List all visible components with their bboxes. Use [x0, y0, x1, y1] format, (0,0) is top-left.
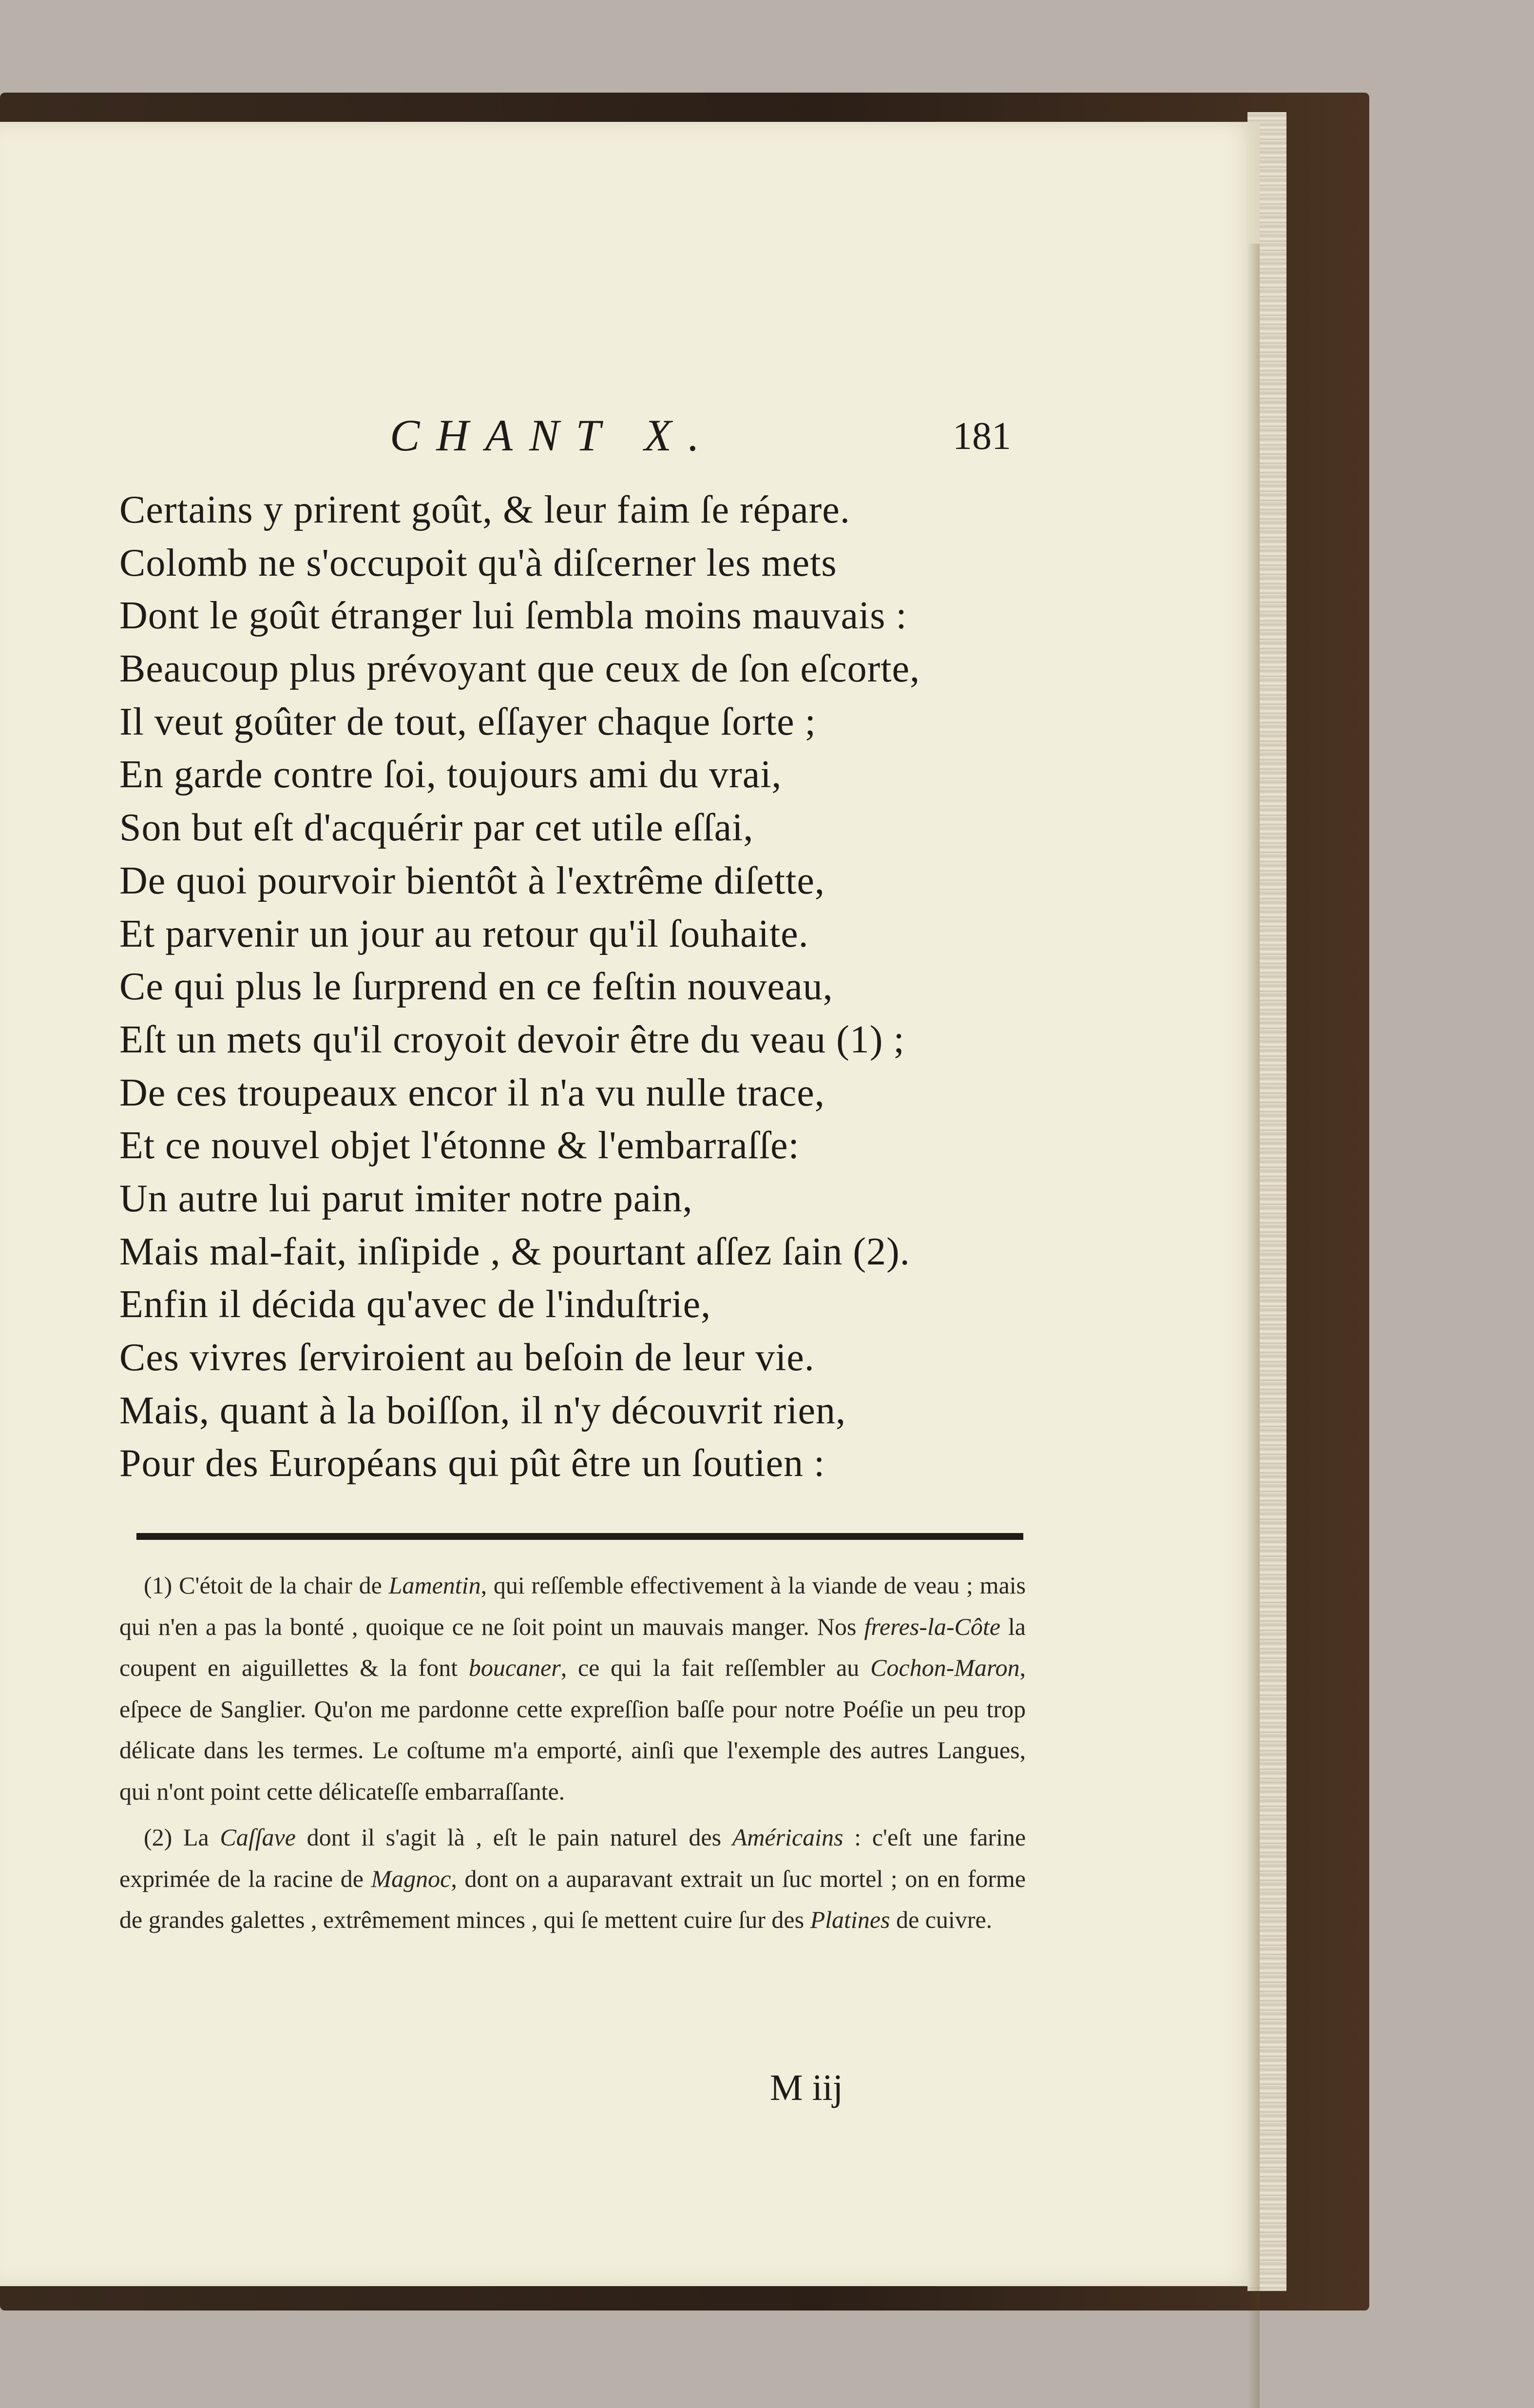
verse-line: Certains y prirent goût, & leur faim ſe répare. — [119, 488, 850, 531]
verse-line: De quoi pourvoir bientôt à l'extrême diſette, — [119, 859, 825, 902]
verse-line: Dont le goût étranger lui ſembla moins mauvais : — [119, 594, 907, 638]
footnote-italic: freres-la-Côte — [864, 1612, 1000, 1640]
page-number: 181 — [953, 415, 1011, 458]
verse-line: Et parvenir un jour au retour qu'il ſouhaite. — [119, 912, 809, 955]
footnote-text: , eſpece de Sanglier. Qu'on me pardonne cette expreſſion baſſe pour notre Poéſie un peu trop délicate dans les termes. Le coſtume m'a emporté, ainſi que l'exemple des autres Langues, qui n'ont point cette délicateſſe embarraſſante. — [119, 1654, 1026, 1805]
footnotes — [119, 1565, 1026, 1941]
verse-line: De ces troupeaux encor il n'a vu nulle trace, — [119, 1071, 825, 1114]
footnote-italic: Américains — [732, 1824, 844, 1851]
footnote-text: C'étoit de la chair de — [179, 1572, 382, 1599]
footnote-text: , dont on a auparavant extrait un ſuc mortel ; on en forme de grandes galettes , extrêmement minces , qui ſe mettent cuire ſur des — [119, 1864, 1026, 1933]
verse-line: Colomb ne s'occupoit qu'à diſcerner les mets — [119, 541, 837, 584]
footnote-text: , qui reſſemble effectivement à la viande de veau ; mais qui n'en a pas la bonté , quoique ce ne ſoit point un mauvais manger. Nos — [119, 1572, 1026, 1640]
signature-mark: M iij — [770, 2067, 843, 2108]
verse-line: En garde contre ſoi, toujours ami du vrai, — [119, 753, 782, 796]
verse-line: Il veut goûter de tout, eſſayer chaque ſorte ; — [119, 700, 816, 743]
verse-block — [119, 484, 1035, 1490]
verse-line: Mais, quant à la boiſſon, il n'y découvrit rien, — [119, 1389, 846, 1432]
footnote-italic: Magnoc — [371, 1864, 451, 1892]
footnote-italic: Cochon-Maron — [870, 1654, 1020, 1681]
verse-line: Mais mal-fait, inſipide , & pourtant aſſez ſain (2). — [119, 1230, 910, 1273]
verse-line: Pour des Européans qui pût être un ſoutien : — [119, 1442, 825, 1485]
verse-line: Enfin il décida qu'avec de l'induſtrie, — [119, 1283, 711, 1326]
verse-line: Et ce nouvel objet l'étonne & l'embarraſſe: — [119, 1124, 800, 1167]
footnote-italic: boucaner — [468, 1654, 561, 1681]
verse-line: Beaucoup plus prévoyant que ceux de ſon eſcorte, — [119, 647, 920, 691]
book-page — [0, 122, 1260, 2286]
footnote-italic: Platines — [810, 1906, 890, 1933]
verse-line: Eſt un mets qu'il croyoit devoir être du veau (1) ; — [119, 1018, 905, 1061]
chapter-title: CHANT X. — [390, 410, 716, 460]
running-head — [0, 409, 1260, 468]
footnote-italic: Caſſave — [220, 1824, 296, 1851]
verse-line: Ce qui plus le ſurprend en ce feſtin nouveau, — [119, 965, 833, 1009]
footnote-text: de cuivre. — [896, 1906, 993, 1933]
footnote-text: : c'eſt une farine exprimée de la racine de — [119, 1824, 1026, 1892]
verse-line: Un autre lui parut imiter notre pain, — [119, 1177, 693, 1220]
footnote-2 — [119, 1817, 1026, 1941]
page-edge-shadow — [1247, 244, 1260, 2408]
footnote-text: , ce qui la fait reſſembler au — [560, 1654, 860, 1681]
footnote-text: La — [183, 1824, 209, 1851]
footnote-marker: (2) — [144, 1824, 173, 1851]
footnote-italic: Lamentin — [388, 1572, 481, 1599]
footnote-text: dont il s'agit là , eſt le pain naturel des — [307, 1824, 722, 1851]
footnote-text: la coupent en aiguillettes & la font — [119, 1612, 1026, 1681]
footnote-1 — [119, 1565, 1026, 1812]
verse-line: Son but eſt d'acquérir par cet utile eſſai, — [119, 806, 754, 850]
footnote-marker: (1) — [144, 1572, 173, 1599]
verse-line: Ces vivres ſerviroient au beſoin de leur vie. — [119, 1336, 815, 1379]
footnote-rule — [136, 1533, 1023, 1540]
